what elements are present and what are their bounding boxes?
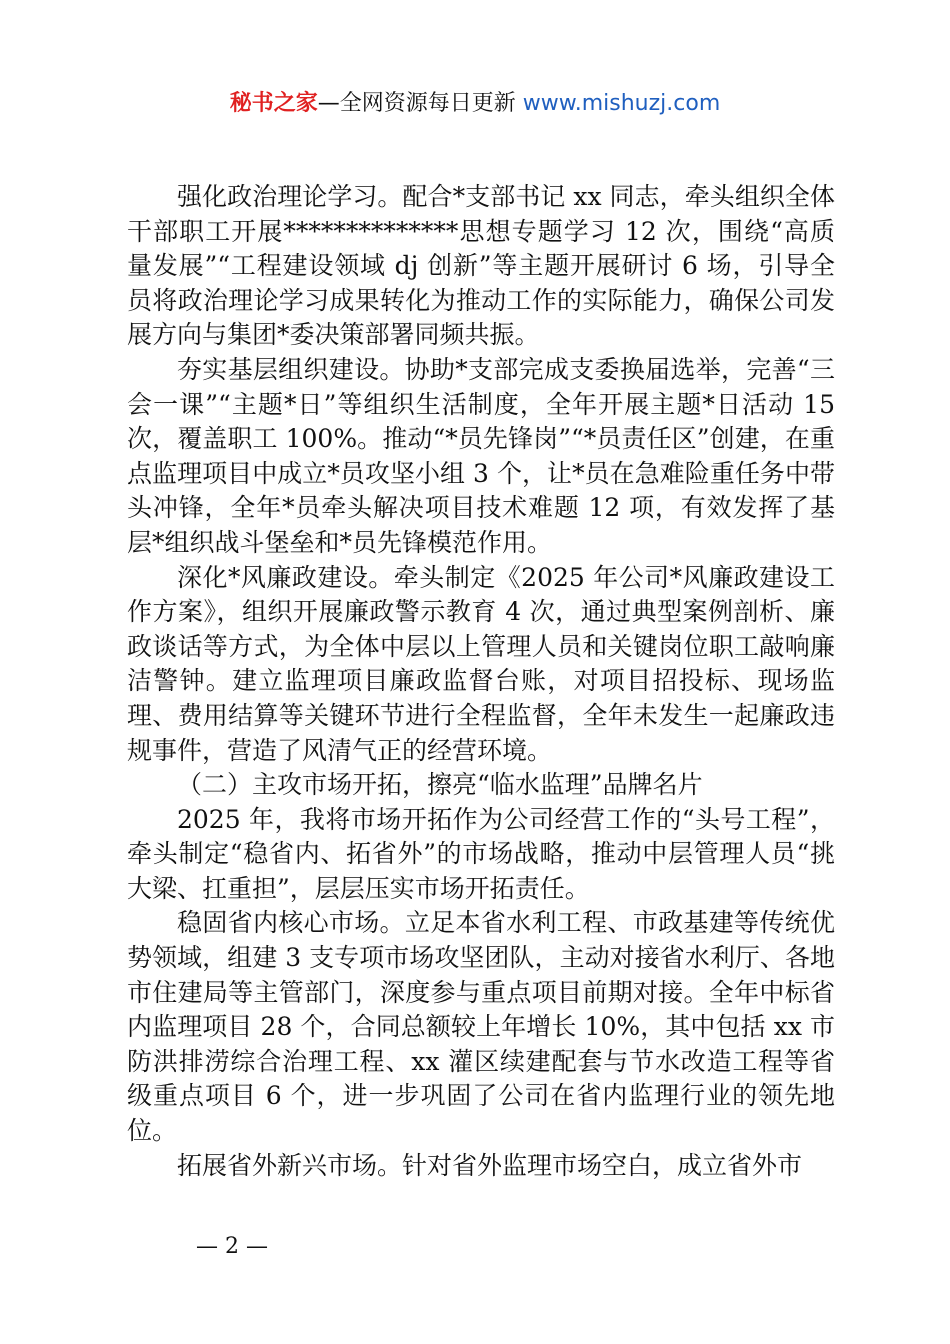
- paragraph-integrity-building: 深化*风廉政建设。牵头制定《2025 年公司*风廉政建设工作方案》，组织开展廉政警示教育 4 次，通过典型案例剖析、廉政谈话等方式，为全体中层以上管理人员和关键岗位职工敲响廉洁警钟。建立监理项目廉政监督台账，对项目招投标、现场监理、费用结算等关键环节进行全程监督，全年未发生一起廉政违规事件，营造了风清气正的经营环境。: [127, 562, 835, 765]
- paragraph-market-strategy: 2025 年，我将市场开拓作为公司经营工作的“头号工程”，牵头制定“稳省内、拓省外”的市场战略，推动中层管理人员“挑大梁、扛重担”，层层压实市场开拓责任。: [127, 804, 835, 903]
- paragraph-political-study: 强化政治理论学习。配合*支部书记 xx 同志，牵头组织全体干部职工开展**************思想专题学习 12 次，围绕“高质量发展”“工程建设领域 dj 创新”等主题开展研讨 6 场，引导全员将政治理论学习成果转化为推动工作的实际能力，确保公司发展方向与集团*委决策部署同频共振。: [127, 182, 835, 350]
- page-number: — 2 —: [196, 1234, 268, 1259]
- site-url-link[interactable]: www.mishuzj.com: [522, 91, 721, 116]
- brand-name: 秘书之家: [229, 91, 318, 116]
- site-header: [0, 88, 950, 120]
- section-heading-market: （二）主攻市场开拓，擦亮“临水监理”品牌名片: [177, 770, 703, 800]
- document-body: [127, 180, 835, 1183]
- paragraph-external-market: 拓展省外新兴市场。针对省外监理市场空白，成立省外市: [177, 1150, 803, 1180]
- paragraph-domestic-market: 稳固省内核心市场。立足本省水利工程、市政基建等传统优势领域，组建 3 支专项市场攻坚团队，主动对接省水利厅、各地市住建局等主管部门，深度参与重点项目前期对接。全年中标省内监理项目 28 个，合同总额较上年增长 10%，其中包括 xx 市防洪排涝综合治理工程、xx 灌区续建配套与节水改造工程等省级重点项目 6 个，进一步巩固了公司在省内监理行业的领先地位。: [127, 908, 835, 1146]
- paragraph-grassroots-organization: 夯实基层组织建设。协助*支部完成支委换届选举，完善“三会一课”“主题*日”等组织生活制度，全年开展主题*日活动 15 次，覆盖职工 100%。推动“*员先锋岗”“*员责任区”创建，在重点监理项目中成立*员攻坚小组 3 个，让*员在急难险重任务中带头冲锋，全年*员牵头解决项目技术难题 12 项，有效发挥了基层*组织战斗堡垒和*员先锋模范作用。: [127, 354, 835, 557]
- header-tagline: —全网资源每日更新: [317, 91, 523, 116]
